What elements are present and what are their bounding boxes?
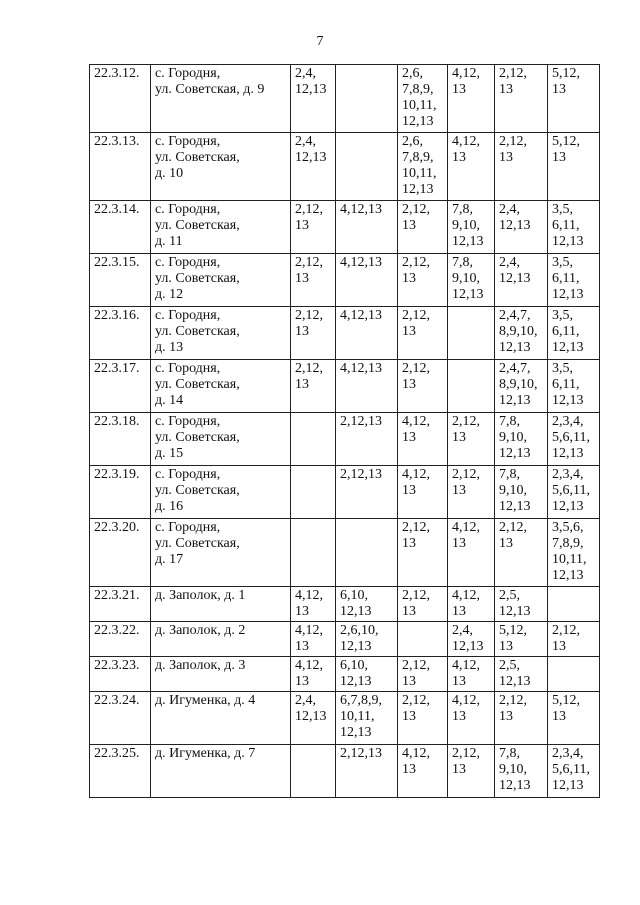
- value-cell: 2,12, 13: [398, 657, 448, 692]
- value-cell: 2,4,7, 8,9,10, 12,13: [495, 360, 548, 413]
- value-cell: 2,3,4, 5,6,11, 12,13: [548, 413, 600, 466]
- value-cell: 2,12,13: [336, 745, 398, 798]
- value-cell: 2,12, 13: [495, 692, 548, 745]
- value-cell: 4,12,13: [336, 307, 398, 360]
- value-cell: [548, 587, 600, 622]
- value-cell: 3,5, 6,11, 12,13: [548, 307, 600, 360]
- value-cell: 4,12, 13: [291, 587, 336, 622]
- row-number: 22.3.14.: [90, 201, 151, 254]
- address-cell: д. Заполок, д. 1: [151, 587, 291, 622]
- value-cell: 4,12, 13: [448, 65, 495, 133]
- address-cell: с. Городня, ул. Советская, д. 16: [151, 466, 291, 519]
- value-cell: 4,12, 13: [448, 692, 495, 745]
- value-cell: 3,5, 6,11, 12,13: [548, 201, 600, 254]
- value-cell: 5,12, 13: [495, 622, 548, 657]
- value-cell: 6,7,8,9, 10,11, 12,13: [336, 692, 398, 745]
- value-cell: 7,8, 9,10, 12,13: [448, 254, 495, 307]
- value-cell: 2,12, 13: [548, 622, 600, 657]
- table-row: [90, 692, 600, 745]
- address-cell: с. Городня, ул. Советская, д. 12: [151, 254, 291, 307]
- row-number: 22.3.22.: [90, 622, 151, 657]
- value-cell: 4,12, 13: [448, 519, 495, 587]
- table-row: [90, 466, 600, 519]
- row-number: 22.3.25.: [90, 745, 151, 798]
- address-cell: с. Городня, ул. Советская, д. 14: [151, 360, 291, 413]
- value-cell: 5,12, 13: [548, 65, 600, 133]
- row-number: 22.3.13.: [90, 133, 151, 201]
- value-cell: 2,6, 7,8,9, 10,11, 12,13: [398, 65, 448, 133]
- schedule-table: [89, 64, 600, 798]
- address-cell: с. Городня, ул. Советская, д. 17: [151, 519, 291, 587]
- table-row: [90, 745, 600, 798]
- value-cell: 2,12, 13: [495, 133, 548, 201]
- value-cell: 7,8, 9,10, 12,13: [495, 413, 548, 466]
- table-row: [90, 360, 600, 413]
- value-cell: 2,12, 13: [398, 307, 448, 360]
- value-cell: 4,12, 13: [398, 466, 448, 519]
- value-cell: 2,12, 13: [398, 587, 448, 622]
- value-cell: 4,12, 13: [448, 587, 495, 622]
- value-cell: 4,12, 13: [448, 657, 495, 692]
- value-cell: 2,12, 13: [448, 745, 495, 798]
- row-number: 22.3.16.: [90, 307, 151, 360]
- value-cell: 2,4,7, 8,9,10, 12,13: [495, 307, 548, 360]
- value-cell: 5,12, 13: [548, 692, 600, 745]
- value-cell: 6,10, 12,13: [336, 657, 398, 692]
- value-cell: 2,12, 13: [495, 65, 548, 133]
- row-number: 22.3.20.: [90, 519, 151, 587]
- value-cell: 2,12,13: [336, 466, 398, 519]
- row-number: 22.3.21.: [90, 587, 151, 622]
- value-cell: 4,12,13: [336, 254, 398, 307]
- value-cell: 2,6,10, 12,13: [336, 622, 398, 657]
- value-cell: 2,12, 13: [398, 692, 448, 745]
- value-cell: [448, 360, 495, 413]
- table-row: [90, 201, 600, 254]
- value-cell: 5,12, 13: [548, 133, 600, 201]
- table-row: [90, 65, 600, 133]
- value-cell: [548, 657, 600, 692]
- value-cell: 6,10, 12,13: [336, 587, 398, 622]
- value-cell: [336, 65, 398, 133]
- value-cell: 2,12, 13: [448, 466, 495, 519]
- value-cell: 7,8, 9,10, 12,13: [495, 466, 548, 519]
- value-cell: 4,12,13: [336, 201, 398, 254]
- value-cell: [291, 519, 336, 587]
- value-cell: [336, 133, 398, 201]
- row-number: 22.3.24.: [90, 692, 151, 745]
- value-cell: 3,5, 6,11, 12,13: [548, 360, 600, 413]
- table-row: [90, 622, 600, 657]
- address-cell: с. Городня, ул. Советская, д. 11: [151, 201, 291, 254]
- value-cell: 2,4, 12,13: [291, 692, 336, 745]
- value-cell: [448, 307, 495, 360]
- table-row: [90, 133, 600, 201]
- table-row: [90, 587, 600, 622]
- table-row: [90, 519, 600, 587]
- value-cell: 2,3,4, 5,6,11, 12,13: [548, 745, 600, 798]
- value-cell: 4,12,13: [336, 360, 398, 413]
- value-cell: 2,12, 13: [398, 360, 448, 413]
- value-cell: 2,12, 13: [448, 413, 495, 466]
- value-cell: 2,12, 13: [398, 254, 448, 307]
- value-cell: 7,8, 9,10, 12,13: [495, 745, 548, 798]
- table-row: [90, 307, 600, 360]
- value-cell: 2,12, 13: [398, 201, 448, 254]
- value-cell: 2,5, 12,13: [495, 587, 548, 622]
- row-number: 22.3.23.: [90, 657, 151, 692]
- value-cell: 2,4, 12,13: [495, 254, 548, 307]
- address-cell: д. Заполок, д. 2: [151, 622, 291, 657]
- address-cell: с. Городня, ул. Советская, д. 15: [151, 413, 291, 466]
- value-cell: 4,12, 13: [291, 622, 336, 657]
- value-cell: 4,12, 13: [448, 133, 495, 201]
- value-cell: 2,12, 13: [291, 307, 336, 360]
- address-cell: д. Игуменка, д. 7: [151, 745, 291, 798]
- row-number: 22.3.17.: [90, 360, 151, 413]
- row-number: 22.3.15.: [90, 254, 151, 307]
- value-cell: [291, 413, 336, 466]
- value-cell: 2,12, 13: [291, 201, 336, 254]
- value-cell: 2,12, 13: [291, 254, 336, 307]
- value-cell: [336, 519, 398, 587]
- value-cell: 2,12, 13: [291, 360, 336, 413]
- address-cell: с. Городня, ул. Советская, д. 10: [151, 133, 291, 201]
- value-cell: 2,5, 12,13: [495, 657, 548, 692]
- value-cell: 2,12, 13: [495, 519, 548, 587]
- value-cell: 7,8, 9,10, 12,13: [448, 201, 495, 254]
- value-cell: 2,3,4, 5,6,11, 12,13: [548, 466, 600, 519]
- address-cell: д. Игуменка, д. 4: [151, 692, 291, 745]
- value-cell: 3,5,6, 7,8,9, 10,11, 12,13: [548, 519, 600, 587]
- value-cell: 2,12,13: [336, 413, 398, 466]
- value-cell: 4,12, 13: [398, 745, 448, 798]
- value-cell: [291, 745, 336, 798]
- value-cell: [398, 622, 448, 657]
- value-cell: 4,12, 13: [398, 413, 448, 466]
- value-cell: 3,5, 6,11, 12,13: [548, 254, 600, 307]
- table-row: [90, 254, 600, 307]
- value-cell: 2,6, 7,8,9, 10,11, 12,13: [398, 133, 448, 201]
- value-cell: 2,4, 12,13: [291, 133, 336, 201]
- address-cell: с. Городня, ул. Советская, д. 13: [151, 307, 291, 360]
- row-number: 22.3.18.: [90, 413, 151, 466]
- table-row: [90, 657, 600, 692]
- address-cell: д. Заполок, д. 3: [151, 657, 291, 692]
- value-cell: 2,4, 12,13: [495, 201, 548, 254]
- table-row: [90, 413, 600, 466]
- row-number: 22.3.12.: [90, 65, 151, 133]
- value-cell: [291, 466, 336, 519]
- value-cell: 2,4, 12,13: [291, 65, 336, 133]
- value-cell: 2,12, 13: [398, 519, 448, 587]
- address-cell: с. Городня, ул. Советская, д. 9: [151, 65, 291, 133]
- page-number: 7: [316, 34, 324, 49]
- row-number: 22.3.19.: [90, 466, 151, 519]
- value-cell: 4,12, 13: [291, 657, 336, 692]
- value-cell: 2,4, 12,13: [448, 622, 495, 657]
